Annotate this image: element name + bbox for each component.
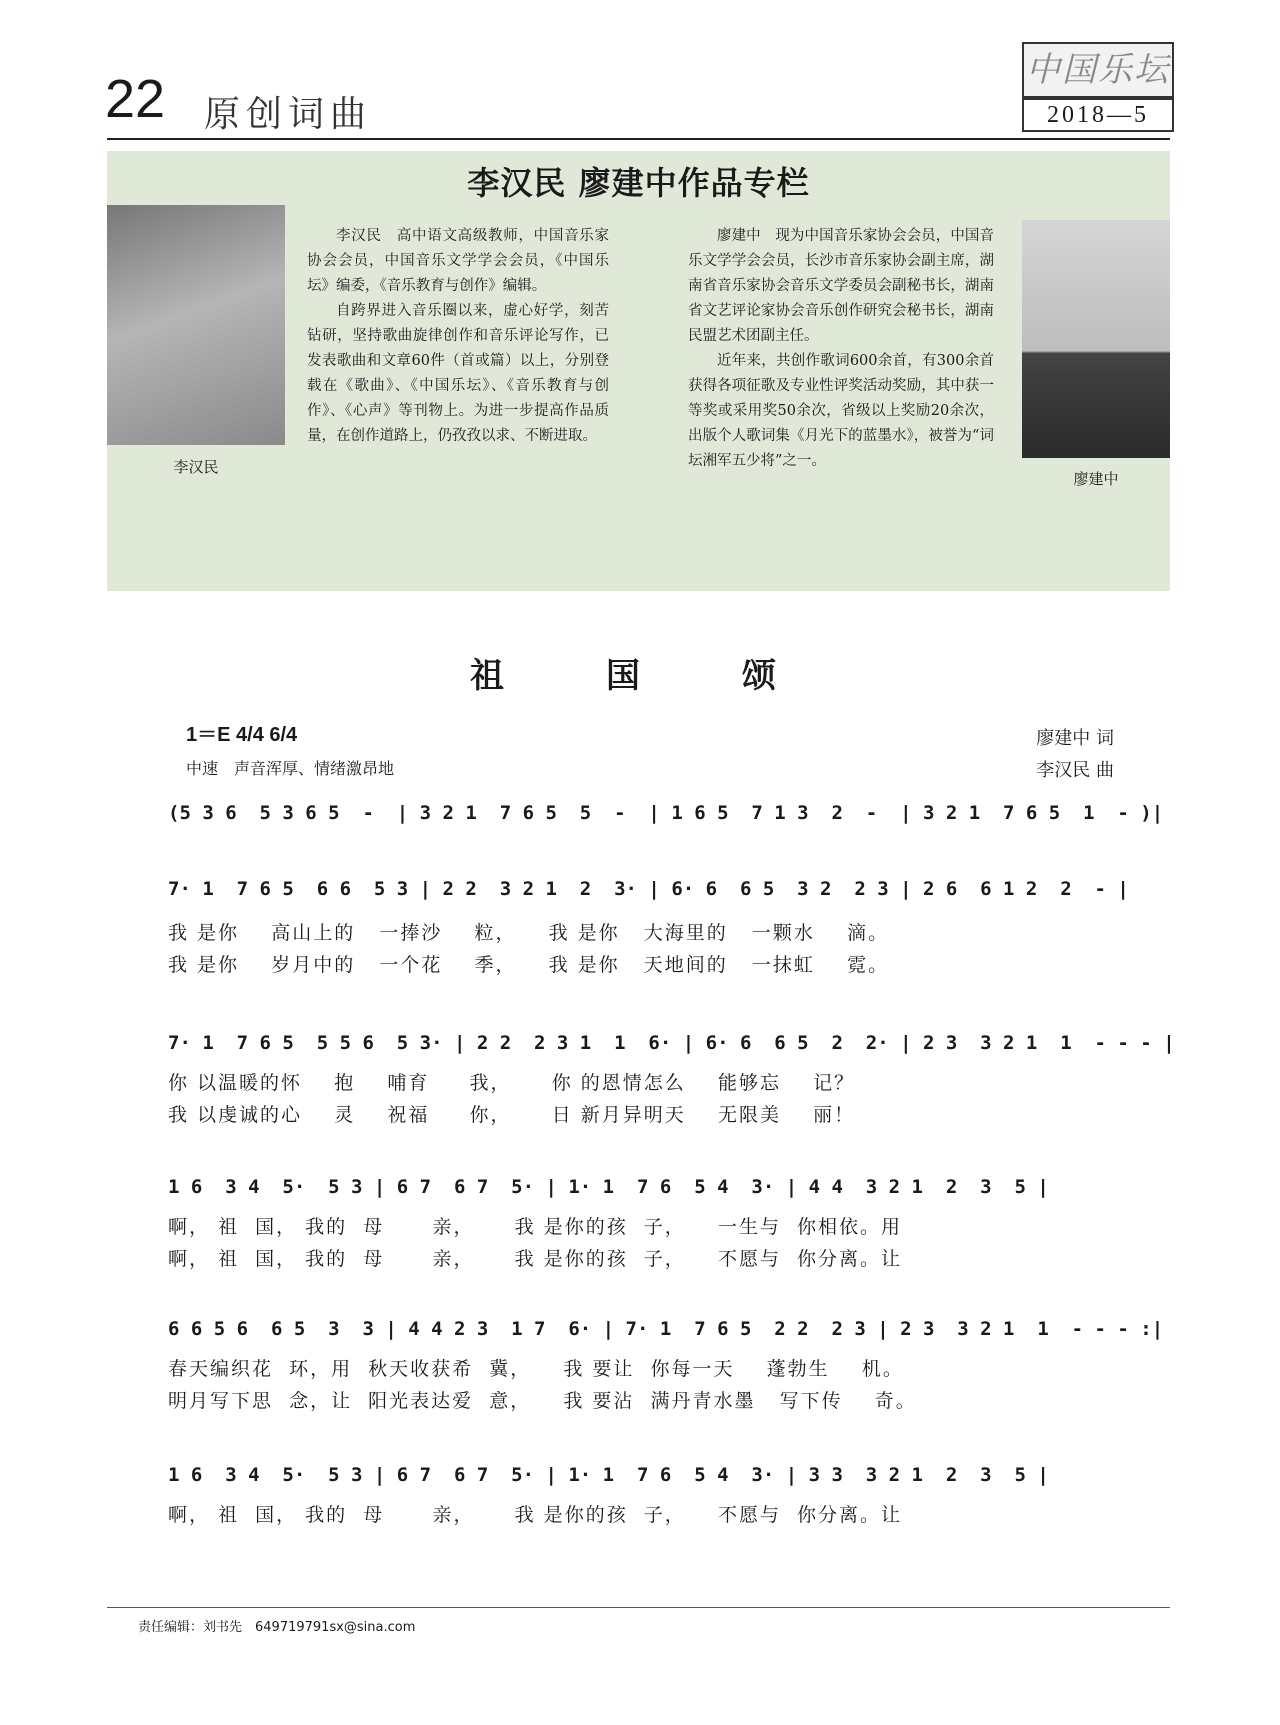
bio-right-p1: 廖建中 现为中国音乐家协会会员，中国音乐文学学会会员，长沙市音乐家协会副主席，湖南省音乐家协会音乐文学委员会副秘书长，湖南省文艺评论家协会音乐创作研究会秘书长，湖南民盟艺术团副主任。 bbox=[688, 228, 994, 344]
score-line-5: 6 6 5 6 6 5 3 3 | 4 4 2 3 1 7 6· | 7· 1 7 6 5 2 2 2 3 | 2 3 3 2 1 1 - - - :| bbox=[168, 1318, 1164, 1340]
lyric-line-2b: 我 是你 岁月中的 一个花 季， 我 是你 天地间的 一抹虹 霓。 bbox=[168, 954, 890, 976]
lyric-line-3b: 我 以虔诚的心 灵 祝福 你， 日 新月异明天 无限美 丽！ bbox=[168, 1104, 856, 1126]
issue-number: 2018—5 bbox=[1022, 98, 1174, 132]
photo-caption-left: 李汉民 bbox=[173, 458, 219, 476]
score-line-6: 1 6 3 4 5· 5 3 | 6 7 6 7 5· | 1· 1 7 6 5 4 3· | 3 3 3 2 1 2 3 5 | bbox=[168, 1464, 1049, 1486]
lyric-line-6a: 啊， 祖 国， 我的 母 亲， 我 是你的孩 子， 不愿与 你分离。让 bbox=[168, 1504, 903, 1526]
editor-credit: 责任编辑：刘书先 649719791sx@sina.com bbox=[138, 1620, 416, 1635]
composer-credit: 李汉民 曲 bbox=[1036, 760, 1114, 781]
column-title: 李汉民 廖建中作品专栏 bbox=[467, 164, 810, 202]
author-photo-right bbox=[1022, 220, 1170, 458]
lyric-line-3a: 你 以温暖的怀 抱 哺育 我， 你 的恩情怎么 能够忘 记？ bbox=[168, 1072, 856, 1094]
score-line-2: 7· 1 7 6 5 6 6 5 3 | 2 2 3 2 1 2 3· | 6· 6 6 5 3 2 2 3 | 2 6 6 1 2 2 - | bbox=[168, 878, 1129, 900]
lyricist-credit: 廖建中 词 bbox=[1036, 728, 1114, 749]
lyric-line-5b: 明月写下思 念，让 阳光表达爱 意， 我 要沾 满丹青水墨 写下传 奇。 bbox=[168, 1390, 917, 1412]
lyric-line-4a: 啊， 祖 国， 我的 母 亲， 我 是你的孩 子， 一生与 你相依。用 bbox=[168, 1216, 903, 1238]
page-number: 22 bbox=[105, 69, 166, 129]
score-line-4: 1 6 3 4 5· 5 3 | 6 7 6 7 5· | 1· 1 7 6 5 4 3· | 4 4 3 2 1 2 3 5 | bbox=[168, 1176, 1049, 1198]
magazine-logo: 中国乐坛 bbox=[1022, 42, 1174, 98]
lyric-line-2a: 我 是你 高山上的 一捧沙 粒， 我 是你 大海里的 一颗水 滴。 bbox=[168, 922, 890, 944]
photo-caption-right: 廖建中 bbox=[1073, 470, 1119, 488]
score-line-3: 7· 1 7 6 5 5 5 6 5 3· | 2 2 2 3 1 1 6· | 6· 6 6 5 2 2· | 2 3 3 2 1 1 - - - | bbox=[168, 1032, 1175, 1054]
song-title: 祖 国 颂 bbox=[470, 656, 810, 696]
bio-left-p2: 自跨界进入音乐圈以来，虚心好学，刻苦钻研，坚持歌曲旋律创作和音乐评论写作，已发表歌曲和文章60件（首或篇）以上，分别登载在《歌曲》、《中国乐坛》、《音乐教育与创作》、《心声》等刊物上。为进一步提高作品质量，在创作道路上，仍孜孜以求、不断进取。 bbox=[307, 303, 609, 444]
author-photo-left bbox=[107, 205, 285, 445]
bio-right-p2: 近年来，共创作歌词600余首，有300余首获得各项征歌及专业性评奖活动奖励，其中获一等奖或采用奖50余次，省级以上奖励20余次，出版个人歌词集《月光下的蓝墨水》，被誉为“词坛湘军五少将”之一。 bbox=[688, 353, 994, 469]
bio-right bbox=[688, 224, 994, 474]
score-line-1: (5 3 6 5 3 6 5 - | 3 2 1 7 6 5 5 - | 1 6 5 7 1 3 2 - | 3 2 1 7 6 5 1 - )| bbox=[168, 802, 1164, 824]
lyric-line-5a: 春天编织花 环，用 秋天收获希 冀， 我 要让 你每一天 蓬勃生 机。 bbox=[168, 1358, 904, 1380]
section-title: 原创词曲 bbox=[204, 94, 373, 135]
header-rule bbox=[107, 138, 1170, 140]
song-tempo: 中速 声音浑厚、情绪激昂地 bbox=[186, 759, 395, 778]
lyric-line-4b: 啊， 祖 国， 我的 母 亲， 我 是你的孩 子， 不愿与 你分离。让 bbox=[168, 1248, 903, 1270]
footer-rule bbox=[107, 1607, 1170, 1608]
song-key: 1＝E 4/4 6/4 bbox=[186, 724, 298, 746]
bio-left-p1: 李汉民 高中语文高级教师，中国音乐家协会会员，中国音乐文学学会会员，《中国乐坛》编委，《音乐教育与创作》编辑。 bbox=[307, 228, 609, 294]
bio-left bbox=[307, 224, 609, 449]
